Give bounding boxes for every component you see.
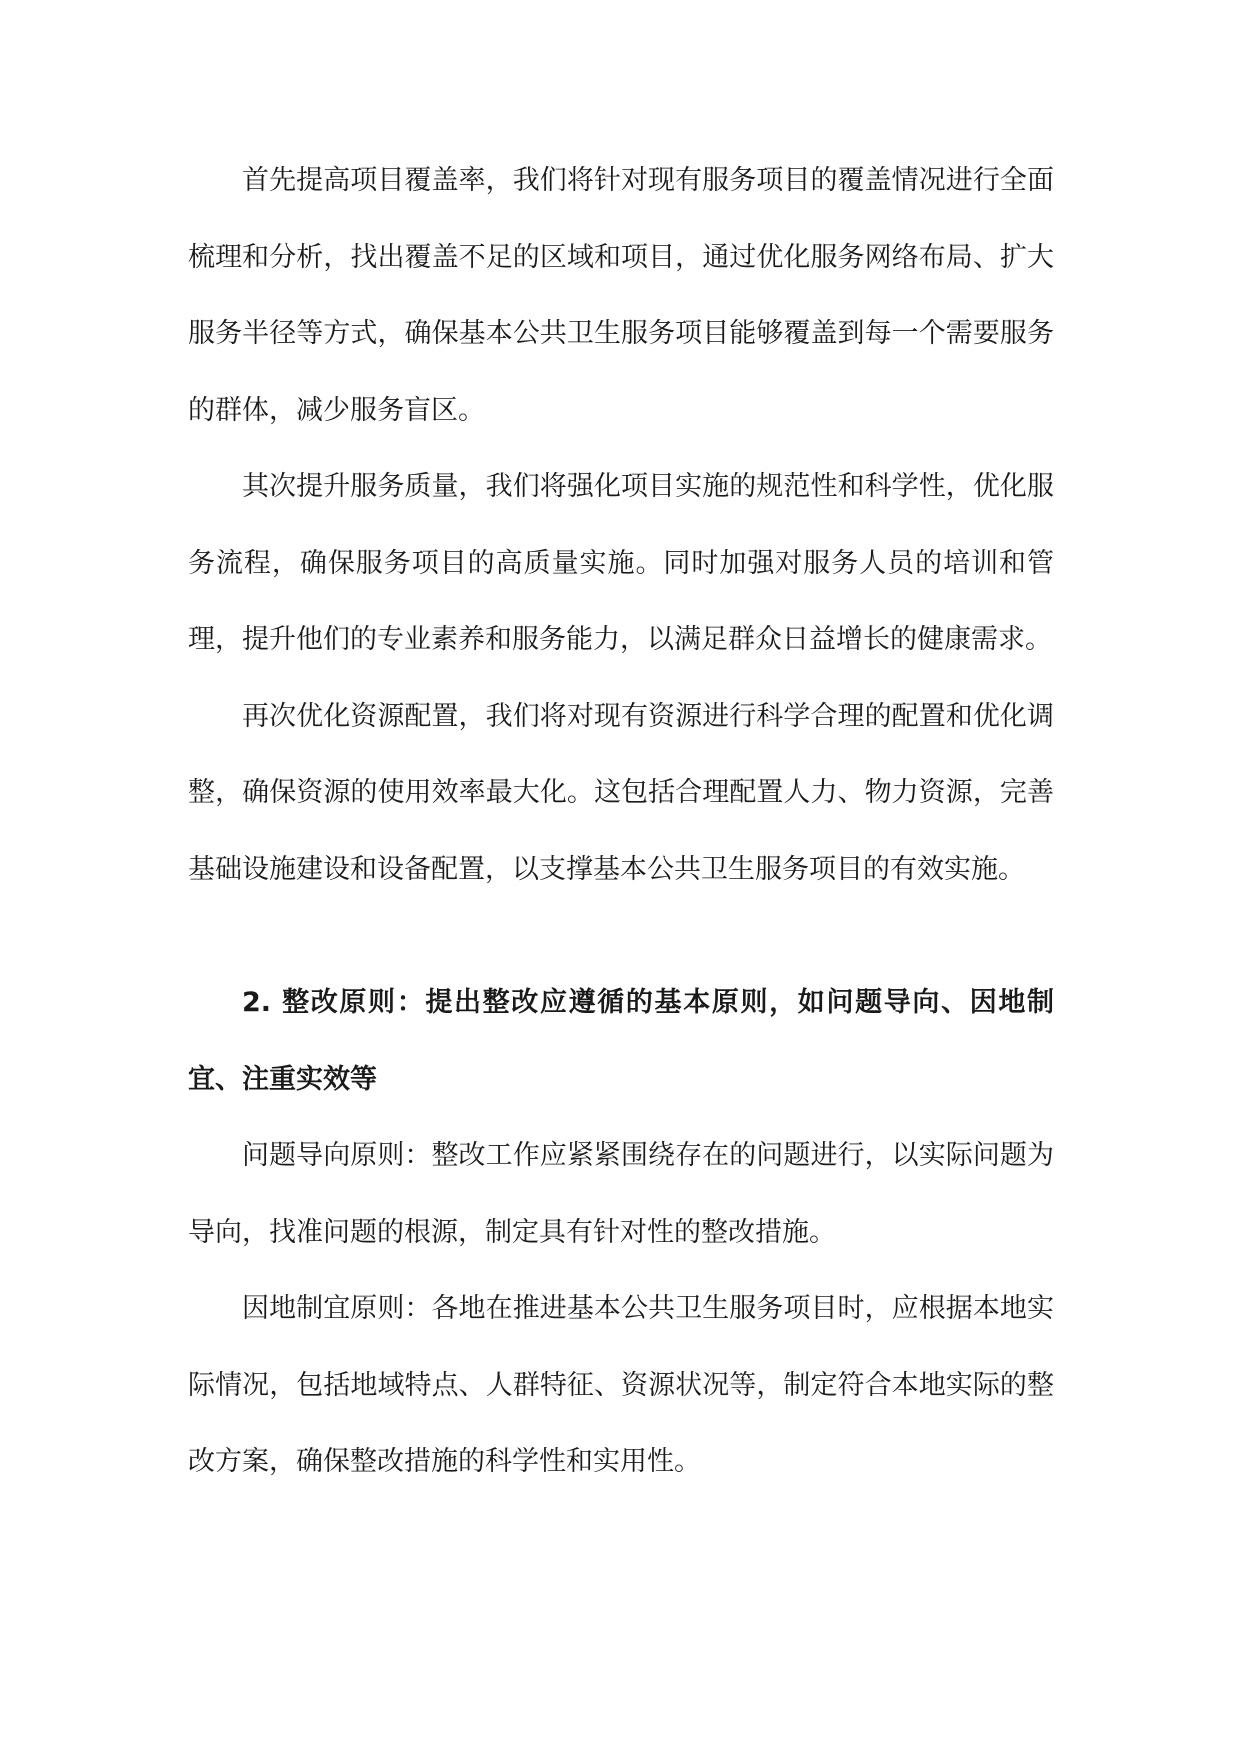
paragraph-quality: 其次提升服务质量，我们将强化项目实施的规范性和科学性，优化服务流程，确保服务项目的高质量实施。同时加强对服务人员的培训和管理，提升他们的专业素养和服务能力，以满足群众日益增长的健康需求。	[188, 471, 1054, 655]
paragraph-resources: 再次优化资源配置，我们将对现有资源进行科学合理的配置和优化调整，确保资源的使用效率最大化。这包括合理配置人力、物力资源，完善基础设施建设和设备配置，以支撑基本公共卫生服务项目的有效实施。	[188, 700, 1054, 885]
paragraph-problem-oriented: 问题导向原则：整改工作应紧紧围绕存在的问题进行，以实际问题为导向，找准问题的根源，制定具有针对性的整改措施。	[188, 1140, 1054, 1248]
paragraph-local-conditions: 因地制宜原则：各地在推进基本公共卫生服务项目时，应根据本地实际情况，包括地域特点、人群特征、资源状况等，制定符合本地实际的整改方案，确保整改措施的科学性和实用性。	[188, 1293, 1054, 1477]
document-body	[188, 143, 1054, 1501]
paragraph-coverage: 首先提高项目覆盖率，我们将针对现有服务项目的覆盖情况进行全面梳理和分析，找出覆盖不足的区域和项目，通过优化服务网络布局、扩大服务半径等方式，确保基本公共卫生服务项目能够覆盖到每一个需要服务的群体，减少服务盲区。	[188, 165, 1054, 426]
section-heading: 2. 整改原则：提出整改应遵循的基本原则，如问题导向、因地制宜、注重实效等	[188, 987, 1054, 1095]
